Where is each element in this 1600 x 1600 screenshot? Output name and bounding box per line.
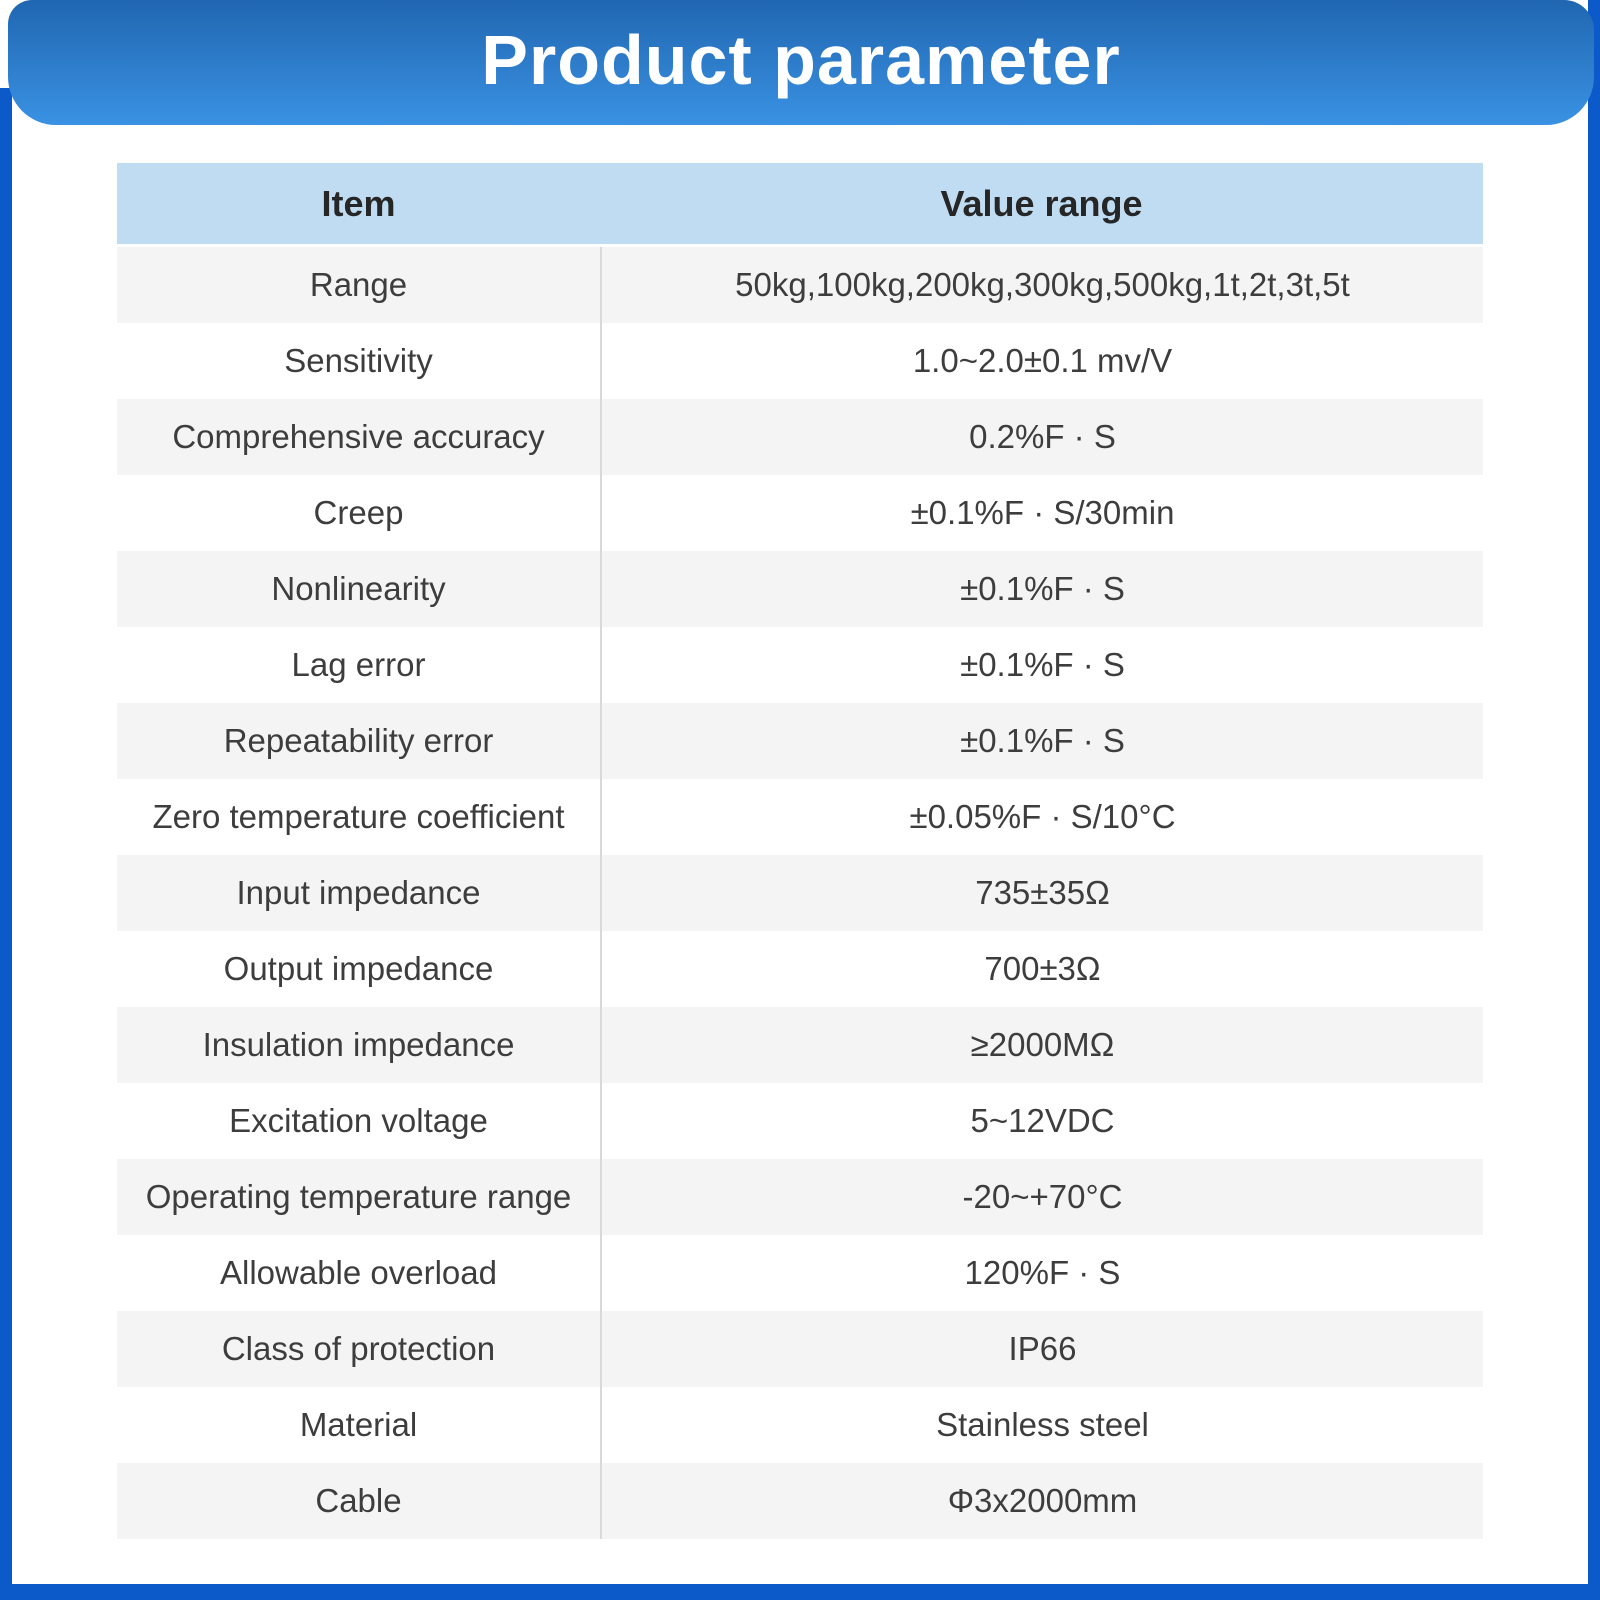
row-value: 120%F · S [964,1254,1121,1291]
row-value: ±0.1%F · S/30min [910,494,1175,531]
row-item-label: Zero temperature coefficient [117,779,602,855]
table-row [117,855,1483,931]
title-banner [8,0,1594,125]
row-item-label: Sensitivity [117,323,602,399]
table-row [117,323,1483,399]
table-row [117,1387,1483,1463]
row-value: ≥2000MΩ [970,1026,1115,1063]
row-item-label: Nonlinearity [117,551,602,627]
row-item-label: Lag error [117,627,602,703]
table-row [117,1159,1483,1235]
row-value: IP66 [1008,1330,1077,1367]
row-item-label: Creep [117,475,602,551]
product-parameter-table [117,163,1483,1539]
table-row [117,931,1483,1007]
row-value: Φ3x2000mm [947,1482,1138,1519]
table-row [117,1311,1483,1387]
table-row [117,1083,1483,1159]
row-value: ±0.05%F · S/10°C [909,798,1176,835]
row-value: Stainless steel [936,1406,1149,1443]
page-border-left [0,88,12,1600]
page-title: Product parameter [481,20,1121,99]
row-value: ±0.1%F · S [960,570,1125,607]
row-item-label: Excitation voltage [117,1083,602,1159]
page-border-bottom [0,1584,1600,1600]
row-value: 5~12VDC [970,1102,1115,1139]
table-row [117,247,1483,323]
row-value: 50kg,100kg,200kg,300kg,500kg,1t,2t,3t,5t [735,266,1350,303]
table-row [117,1463,1483,1539]
column-header-item: Item [321,182,396,224]
row-item-label: Class of protection [117,1311,602,1387]
row-item-label: Output impedance [117,931,602,1007]
table-header-row [117,163,1483,247]
row-item-label: Input impedance [117,855,602,931]
column-header-value-range: Value range [940,182,1143,224]
table-row [117,399,1483,475]
table-row [117,551,1483,627]
row-item-label: Repeatability error [117,703,602,779]
row-value: ±0.1%F · S [960,722,1125,759]
row-item-label: Allowable overload [117,1235,602,1311]
table-row [117,1007,1483,1083]
table-row [117,703,1483,779]
row-item-label: Comprehensive accuracy [117,399,602,475]
page-border-right [1588,0,1600,1600]
row-item-label: Operating temperature range [117,1159,602,1235]
row-item-label: Material [117,1387,602,1463]
row-value: -20~+70°C [962,1178,1123,1215]
row-item-label: Range [117,247,602,323]
table-body [117,247,1483,1539]
row-value: 0.2%F · S [969,418,1116,455]
table-row [117,475,1483,551]
table-row [117,627,1483,703]
row-value: 700±3Ω [984,950,1101,987]
row-value: ±0.1%F · S [960,646,1125,683]
row-item-label: Cable [117,1463,602,1539]
row-value: 735±35Ω [975,874,1110,911]
table-row [117,779,1483,855]
table-row [117,1235,1483,1311]
row-value: 1.0~2.0±0.1 mv/V [912,342,1173,379]
row-item-label: Insulation impedance [117,1007,602,1083]
